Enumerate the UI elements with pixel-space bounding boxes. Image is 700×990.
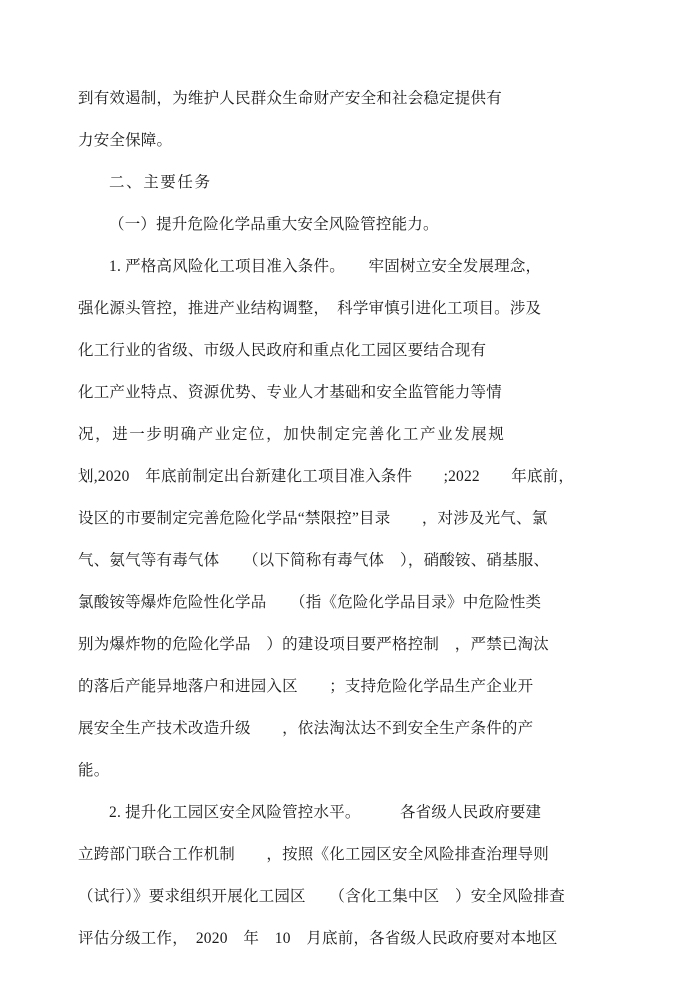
paragraph-line: 氯酸铵等爆炸危险性化学品 （指《危险化学品目录》中危险性类 xyxy=(78,594,542,611)
paragraph-line: 的落后产能异地落户和进园入区 ；支持危险化学品生产企业开 xyxy=(78,678,534,695)
paragraph-line: 况，进一步明确产业定位，加快制定完善化工产业发展规 xyxy=(78,426,506,443)
section-heading: 二、主要任务 xyxy=(109,174,212,191)
paragraph-line: 力安全保障。 xyxy=(78,132,173,149)
paragraph-line: 别为爆炸物的危险化学品 ）的建设项目要严格控制 ，严禁已淘汰 xyxy=(78,636,550,653)
document-body xyxy=(78,78,638,960)
paragraph-line: 气、氨气等有毒气体 （以下简称有毒气体 ），硝酸铵、硝基服、 xyxy=(78,552,550,569)
paragraph-line: 划,2020 年底前制定出台新建化工项目准入条件 ;2022 年底前， xyxy=(78,468,575,485)
paragraph-line: 展安全生产技术改造升级 ，依法淘汰达不到安全生产条件的产 xyxy=(78,720,534,737)
paragraph-line: 1. 严格高风险化工项目准入条件。 牢固树立安全发展理念， xyxy=(109,258,542,275)
paragraph-line: 能。 xyxy=(78,762,110,779)
paragraph-line: 立跨部门联合工作机制 ，按照《化工园区安全风险排查治理导则 xyxy=(78,846,550,863)
paragraph-line: 化工行业的省级、市级人民政府和重点化工园区要结合现有 xyxy=(78,342,487,359)
paragraph-line: （试行）》要求组织开展化工园区 （含化工集中区 ）安全风险排查 xyxy=(78,888,565,905)
paragraph-line: 设区的市要制定完善危险化学品“禁限控”目录 ，对涉及光气、氯 xyxy=(78,510,548,527)
paragraph-line: 到有效遏制，为维护人民群众生命财产安全和社会稳定提供有 xyxy=(78,90,502,107)
paragraph-line: 评估分级工作， 2020 年 10 月底前，各省级人民政府要对本地区 xyxy=(78,930,558,947)
paragraph-line: 2. 提升化工园区安全风险管控水平。 各省级人民政府要建 xyxy=(109,804,542,821)
subsection-heading: （一）提升危险化学品重大安全风险管控能力。 xyxy=(109,216,439,233)
paragraph-line: 强化源头管控，推进产业结构调整， 科学审慎引进化工项目。涉及 xyxy=(78,300,542,317)
paragraph-line: 化工产业特点、资源优势、专业人才基础和安全监管能力等情 xyxy=(78,384,502,401)
